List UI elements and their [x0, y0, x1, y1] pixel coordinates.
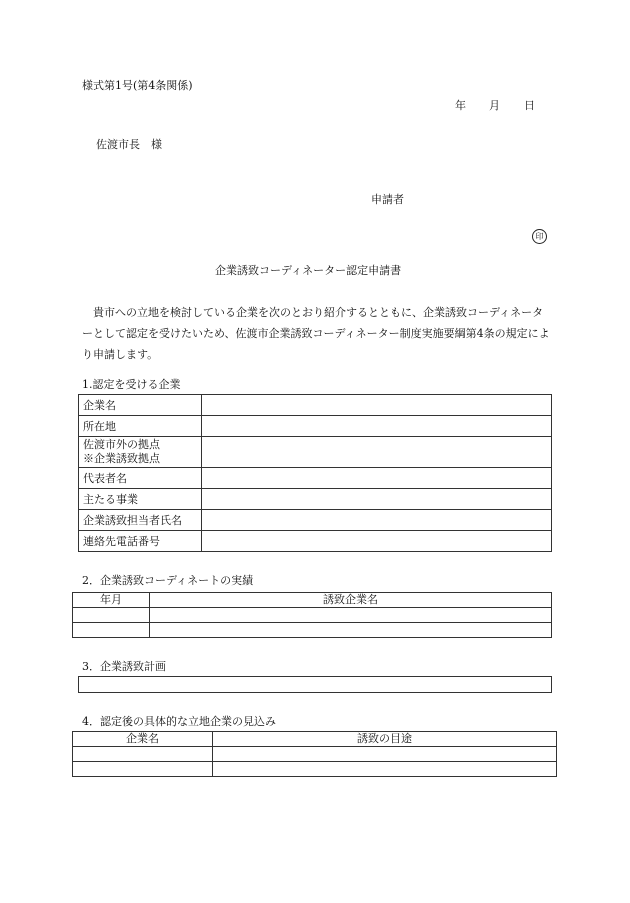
- company-name-field[interactable]: [202, 395, 552, 416]
- label-phone: 連絡先電話番号: [79, 531, 202, 552]
- cell-year-month[interactable]: [73, 608, 150, 623]
- document-title: 企業誘致コーディネーター認定申請書: [215, 264, 402, 277]
- company-info-table: [78, 394, 552, 552]
- label-outside-base: [79, 437, 202, 468]
- table-row: [73, 747, 557, 762]
- cell-prospect[interactable]: [213, 762, 557, 777]
- seal-mark: 印: [532, 229, 547, 244]
- phone-field[interactable]: [202, 531, 552, 552]
- cell-prospect[interactable]: [213, 747, 557, 762]
- cell-company[interactable]: [150, 623, 552, 638]
- cell-year-month[interactable]: [73, 623, 150, 638]
- prospects-table: [72, 731, 557, 777]
- form-number: 様式第1号(第4条関係): [82, 79, 193, 92]
- achievements-table: [72, 592, 552, 638]
- outside-base-field[interactable]: [202, 437, 552, 468]
- body-paragraph: 貴市への立地を検討している企業を次のとおり紹介するとともに、企業誘致コーディネーターとして認定を受けたいため、佐渡市企業誘致コーディネーター制度実施要綱第4条の規定により申請します。: [82, 306, 550, 361]
- section4-heading: 4．認定後の具体的な立地企業の見込み: [82, 715, 276, 728]
- cell-company[interactable]: [73, 762, 213, 777]
- table-row: [73, 608, 552, 623]
- section3-heading: 3．企業誘致計画: [82, 660, 166, 673]
- label-company-name: 企業名: [79, 395, 202, 416]
- column-header-year-month: 年月: [73, 593, 150, 608]
- contact-person-field[interactable]: [202, 510, 552, 531]
- section1-heading: 1.認定を受ける企業: [82, 378, 181, 391]
- cell-company[interactable]: [73, 747, 213, 762]
- table-row: [79, 510, 552, 531]
- table-row: [79, 531, 552, 552]
- column-header-prospect: 誘致の目途: [213, 732, 557, 747]
- table-row: [79, 416, 552, 437]
- addressee: 佐渡市長 様: [96, 138, 162, 151]
- section2-heading: 2．企業誘致コーディネートの実績: [82, 574, 254, 587]
- outside-base-sublabel: ※企業誘致拠点: [83, 452, 160, 465]
- table-row: [79, 489, 552, 510]
- table-row: [79, 677, 552, 693]
- applicant-label: 申請者: [371, 193, 404, 206]
- table-row: [79, 468, 552, 489]
- location-field[interactable]: [202, 416, 552, 437]
- date-year-label: 年: [455, 99, 466, 112]
- main-business-field[interactable]: [202, 489, 552, 510]
- date-month-label: 月: [489, 99, 500, 112]
- representative-field[interactable]: [202, 468, 552, 489]
- table-row: [73, 762, 557, 777]
- table-row: [79, 437, 552, 468]
- table-header-row: [73, 732, 557, 747]
- column-header-company: 誘致企業名: [150, 593, 552, 608]
- table-row: [73, 623, 552, 638]
- label-location: 所在地: [79, 416, 202, 437]
- outside-base-label: 佐渡市外の拠点: [83, 438, 160, 451]
- column-header-company: 企業名: [73, 732, 213, 747]
- label-representative: 代表者名: [79, 468, 202, 489]
- label-contact-person: 企業誘致担当者氏名: [79, 510, 202, 531]
- label-main-business: 主たる事業: [79, 489, 202, 510]
- date-day-label: 日: [524, 99, 535, 112]
- table-row: [79, 395, 552, 416]
- cell-company[interactable]: [150, 608, 552, 623]
- plan-field[interactable]: [79, 677, 552, 693]
- plan-table: [78, 676, 552, 693]
- table-header-row: [73, 593, 552, 608]
